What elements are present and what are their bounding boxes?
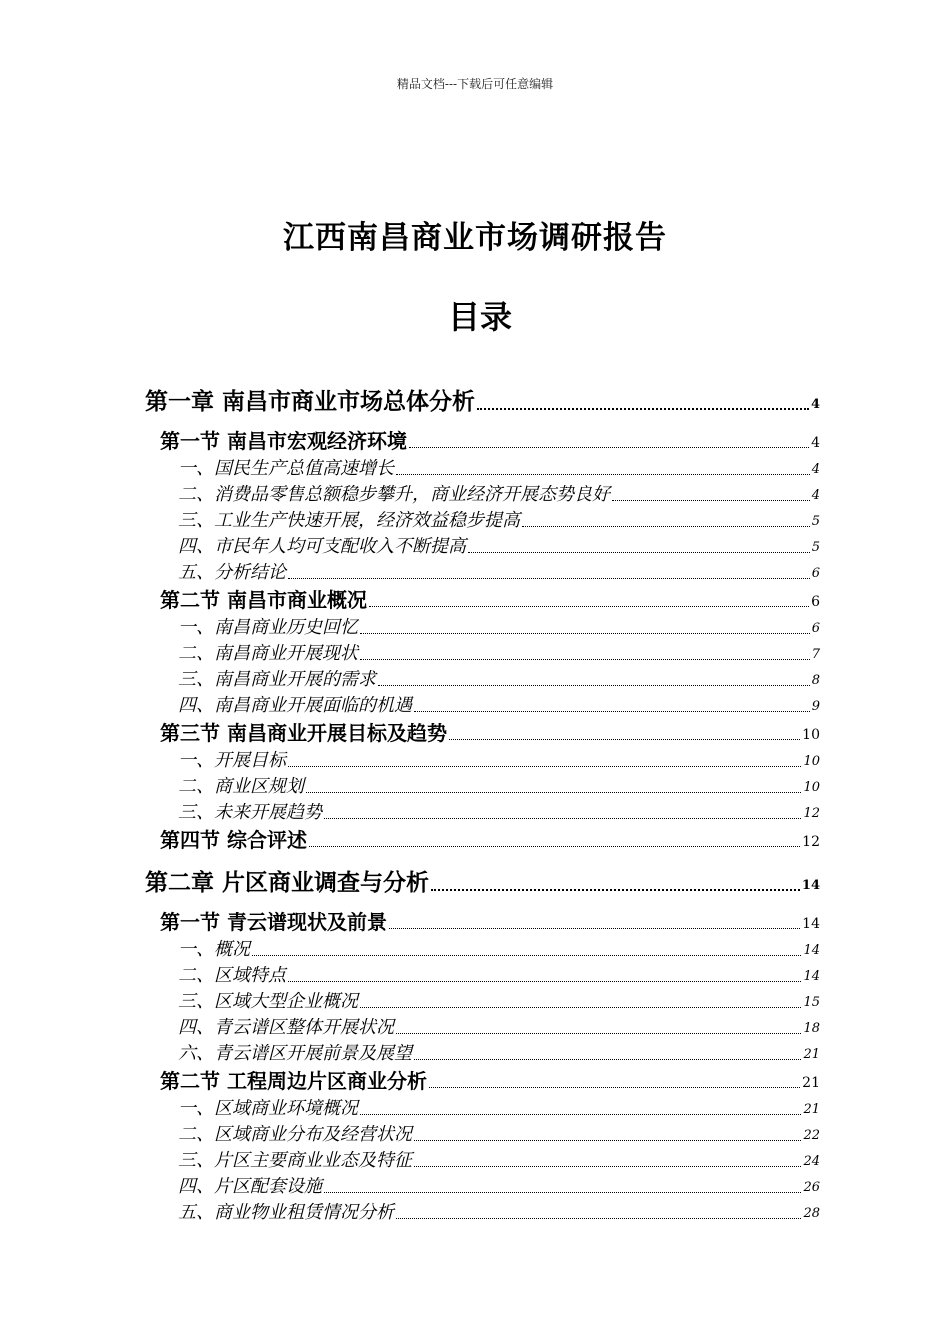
toc-page-number: 4 (811, 488, 820, 503)
toc-subsection[interactable] (178, 1172, 820, 1198)
dot-leader (396, 1218, 801, 1219)
toc-entry-text: 一、概况 (178, 939, 250, 960)
toc-entry-text: 五、商业物业租赁情况分析 (178, 1202, 394, 1223)
toc-page-number: 9 (811, 699, 820, 714)
toc-entry-text: 二、商业区规划 (178, 776, 304, 797)
toc-entry-text: 第二节 工程周边片区商业分析 (160, 1069, 427, 1093)
dot-leader (414, 1166, 801, 1167)
toc-entry-text: 一、国民生产总值高速增长 (178, 458, 394, 479)
dot-leader (414, 1140, 801, 1141)
toc-entry-text: 二、区域商业分布及经营状况 (178, 1124, 412, 1145)
dot-leader (360, 659, 810, 660)
toc-entry-text: 二、消费品零售总额稳步攀升，商业经济开展态势良好 (178, 484, 610, 505)
toc-page-number: 10 (803, 754, 820, 769)
toc-section[interactable] (160, 718, 820, 746)
toc-page-number: 14 (803, 969, 820, 984)
dot-leader (360, 633, 810, 634)
toc-page-number: 21 (802, 1075, 820, 1091)
dot-leader (324, 1192, 801, 1193)
dot-leader (378, 685, 810, 686)
dot-leader (477, 408, 809, 410)
dot-leader (309, 846, 800, 847)
toc-chapter-2[interactable] (145, 863, 820, 897)
toc-entry-text: 第一节 青云谱现状及前景 (160, 910, 387, 934)
toc-entry-text: 第四节 综合评述 (160, 828, 307, 852)
toc-subsection[interactable] (178, 1198, 820, 1224)
toc-subsection[interactable] (178, 691, 820, 717)
dot-leader (288, 981, 801, 982)
toc-page-number: 21 (803, 1047, 820, 1062)
toc-subsection[interactable] (178, 987, 820, 1013)
toc-entry-text: 三、片区主要商业业态及特征 (178, 1150, 412, 1171)
toc-page-number: 6 (811, 594, 820, 610)
dot-leader (449, 739, 800, 740)
toc-page-number: 26 (803, 1180, 820, 1195)
dot-leader (414, 711, 810, 712)
toc-subsection[interactable] (178, 506, 820, 532)
toc-section[interactable] (160, 825, 820, 853)
toc-page-number: 4 (811, 435, 820, 451)
toc-page-number: 10 (803, 780, 820, 795)
toc-entry-text: 三、工业生产快速开展，经济效益稳步提高 (178, 510, 520, 531)
toc-page-number: 12 (802, 834, 820, 850)
toc-subsection[interactable] (178, 746, 820, 772)
toc-page-number: 5 (811, 514, 820, 529)
dot-leader (252, 955, 801, 956)
toc-subsection[interactable] (178, 613, 820, 639)
dot-leader (324, 818, 801, 819)
dot-leader (612, 500, 810, 501)
dot-leader (306, 792, 801, 793)
toc-page-number: 22 (803, 1128, 820, 1143)
toc-page-number: 12 (803, 806, 820, 821)
toc-entry-text: 第二节 南昌市商业概况 (160, 588, 367, 612)
toc-section[interactable] (160, 1066, 820, 1094)
dot-leader (522, 526, 810, 527)
toc-subsection[interactable] (178, 798, 820, 824)
toc-entry-text: 第二章 片区商业调查与分析 (145, 870, 430, 896)
toc-entry-text: 第三节 南昌商业开展目标及趋势 (160, 721, 447, 745)
toc-section[interactable] (160, 907, 820, 935)
dot-leader (369, 606, 809, 607)
toc-entry-text: 四、片区配套设施 (178, 1176, 322, 1197)
toc-entry-text: 四、青云谱区整体开展状况 (178, 1017, 394, 1038)
toc-entry-text: 四、市民年人均可支配收入不断提高 (178, 536, 466, 557)
toc-subsection[interactable] (178, 639, 820, 665)
dot-leader (414, 1059, 801, 1060)
toc-subsection[interactable] (178, 1120, 820, 1146)
toc-page-number: 6 (811, 566, 820, 581)
toc-entry-text: 一、开展目标 (178, 750, 286, 771)
toc-entry-text: 四、南昌商业开展面临的机遇 (178, 695, 412, 716)
toc-page-number: 14 (801, 878, 820, 893)
toc-page-number: 24 (803, 1154, 820, 1169)
toc-entry-text: 六、青云谱区开展前景及展望 (178, 1043, 412, 1064)
dot-leader (360, 1007, 801, 1008)
toc-section[interactable] (160, 426, 820, 454)
toc-entry-text: 五、分析结论 (178, 562, 286, 583)
toc-entry-text: 三、南昌商业开展的需求 (178, 669, 376, 690)
dot-leader (429, 1087, 800, 1088)
toc-entry-text: 第一章 南昌市商业市场总体分析 (145, 389, 476, 415)
toc-page-number: 5 (811, 540, 820, 555)
header-note: 精品文档---下载后可任意编辑 (396, 77, 554, 91)
toc-subsection[interactable] (178, 1094, 820, 1120)
toc-entry-text: 三、未来开展趋势 (178, 802, 322, 823)
toc-entry-text: 二、南昌商业开展现状 (178, 643, 358, 664)
toc-page-number: 6 (811, 621, 820, 636)
dot-leader (409, 447, 809, 448)
toc-section[interactable] (160, 585, 820, 613)
dot-leader (396, 474, 810, 475)
toc-subsection[interactable] (178, 480, 820, 506)
toc-page-number: 15 (803, 995, 820, 1010)
dot-leader (431, 889, 800, 891)
toc-chapter-1[interactable] (145, 382, 820, 416)
toc-page-number: 14 (802, 916, 820, 932)
document-title: 江西南昌商业市场调研报告 (283, 220, 667, 256)
toc-page-number: 4 (810, 397, 820, 412)
dot-leader (360, 1114, 801, 1115)
toc-page-number: 4 (811, 462, 820, 477)
dot-leader (389, 928, 800, 929)
dot-leader (288, 578, 810, 579)
toc-page-number: 28 (803, 1206, 820, 1221)
toc-entry-text: 一、南昌商业历史回忆 (178, 617, 358, 638)
toc-page-number: 18 (803, 1021, 820, 1036)
toc-page-number: 14 (803, 943, 820, 958)
dot-leader (288, 766, 801, 767)
toc-page-number: 8 (811, 673, 820, 688)
toc-entry-text: 三、区域大型企业概况 (178, 991, 358, 1012)
dot-leader (396, 1033, 801, 1034)
toc-title: 目录 (447, 298, 512, 336)
toc-subsection[interactable] (178, 961, 820, 987)
toc-entry-text: 第一节 南昌市宏观经济环境 (160, 429, 407, 453)
toc-subsection[interactable] (178, 665, 820, 691)
toc-subsection[interactable] (178, 772, 820, 798)
dot-leader (468, 552, 810, 553)
toc-subsection[interactable] (178, 1013, 820, 1039)
toc-subsection[interactable] (178, 558, 820, 584)
toc-subsection[interactable] (178, 1039, 820, 1065)
toc-subsection[interactable] (178, 532, 820, 558)
toc-page-number: 7 (811, 647, 820, 662)
toc-entry-text: 二、区域特点 (178, 965, 286, 986)
toc-subsection[interactable] (178, 935, 820, 961)
toc-entry-text: 一、区域商业环境概况 (178, 1098, 358, 1119)
toc-page-number: 21 (803, 1102, 820, 1117)
toc-page-number: 10 (802, 727, 820, 743)
toc-subsection[interactable] (178, 1146, 820, 1172)
toc-subsection[interactable] (178, 454, 820, 480)
